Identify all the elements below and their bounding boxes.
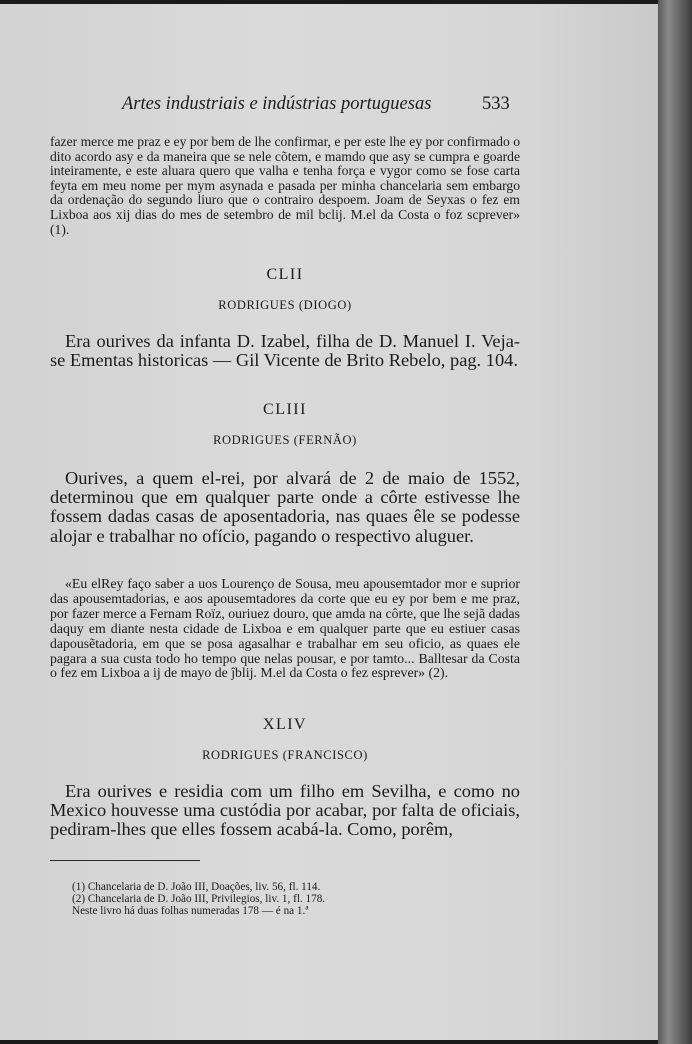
section-heading: RODRIGUES (FERNÃO) <box>213 433 357 447</box>
running-title: Artes industriais e indústrias portuguesas <box>122 94 432 114</box>
section-number: CLIII <box>263 401 307 418</box>
footnote: Neste livro há duas folhas numeradas 178 — é na 1.ª <box>72 905 309 917</box>
section-body <box>50 332 520 370</box>
book-page <box>0 4 660 1040</box>
page-number: 533 <box>482 94 510 114</box>
section-heading: RODRIGUES (FRANCISCO) <box>202 748 368 762</box>
section-body <box>50 469 520 546</box>
footnote: (1) Chancelaria de D. João III, Doações, liv. 56, fl. 114. <box>72 881 321 893</box>
section-body <box>50 782 520 840</box>
running-header <box>0 94 660 118</box>
section-paragraph: Era ourives da infanta D. Izabel, filha de D. Manuel I. Veja-se Ementas historicas — Gil Vicente de Brito Rebelo, pag. 104. <box>50 331 520 371</box>
footnote: (2) Chancelaria de D. João III, Privilegios, liv. 1, fl. 178. <box>72 893 326 905</box>
page-stack-edge <box>658 0 692 1044</box>
section-number: CLII <box>266 266 304 283</box>
section-number: XLIV <box>262 716 308 733</box>
footnote-rule <box>50 860 200 861</box>
opening-text: fazer merce me praz e ey por bem de lhe confirmar, e per este lhe ey por confirmado o dito acordo asy e da maneira que se nele cõtem, e mamdo que asy se cumpra e goarde inteiramente, e este aluara quero que valha e tenha força e vygor como se fose carta feyta em meu nome per mym asynada e pasada per minha chancelaria sem embargo da ordenação do segundo liuro que o contrairo despoem. Joam de Seyxas o fez em Lixboa aos xij dias do mes de setembro de mil bclij. M.el da Costa o foz scprever» (1). <box>50 134 520 237</box>
quote-paragraph: «Eu elRey faço saber a uos Lourenço de Sousa, meu apousemtador mor e suprior das apousemtadorias, e aos apousemtadores da corte que eu ey por bem e me praz, por fazer merce a Fernam Roïz, ouriuez douro, que amda na côrte, que lhe sejã dadas daquy em diante nesta cidade de Lixboa e em qualquer parte que eu estiuer casas dapousẽtadoria, em que se posa agasalhar e trabalhar em seu oficio, as quaes ele pagara a sua custa todo ho tempo que nelas pousar, e por tamto... Balltesar da Costa o fez em Lixboa a ij de mayo de ĵblij. M.el da Costa o fez esprever» (2). <box>50 576 520 681</box>
footnotes <box>72 881 402 917</box>
quoted-document <box>50 577 520 681</box>
section-paragraph: Ourives, a quem el-rei, por alvará de 2 de maio de 1552, determinou que em qualquer parte onde a côrte estivesse lhe fossem dadas casas de aposentadoria, nas quaes êle se podesse alojar e trabalhar no ofício, pagando o respectivo aluguer. <box>50 468 520 546</box>
section-paragraph: Era ourives e residia com um filho em Sevilha, e como no Mexico houvesse uma custódia por acabar, por falta de oficiais, pediram-lhes que elles fossem acabá-la. Como, porêm, <box>50 781 520 840</box>
opening-paragraph <box>50 135 520 237</box>
section-heading: RODRIGUES (DIOGO) <box>218 298 352 312</box>
